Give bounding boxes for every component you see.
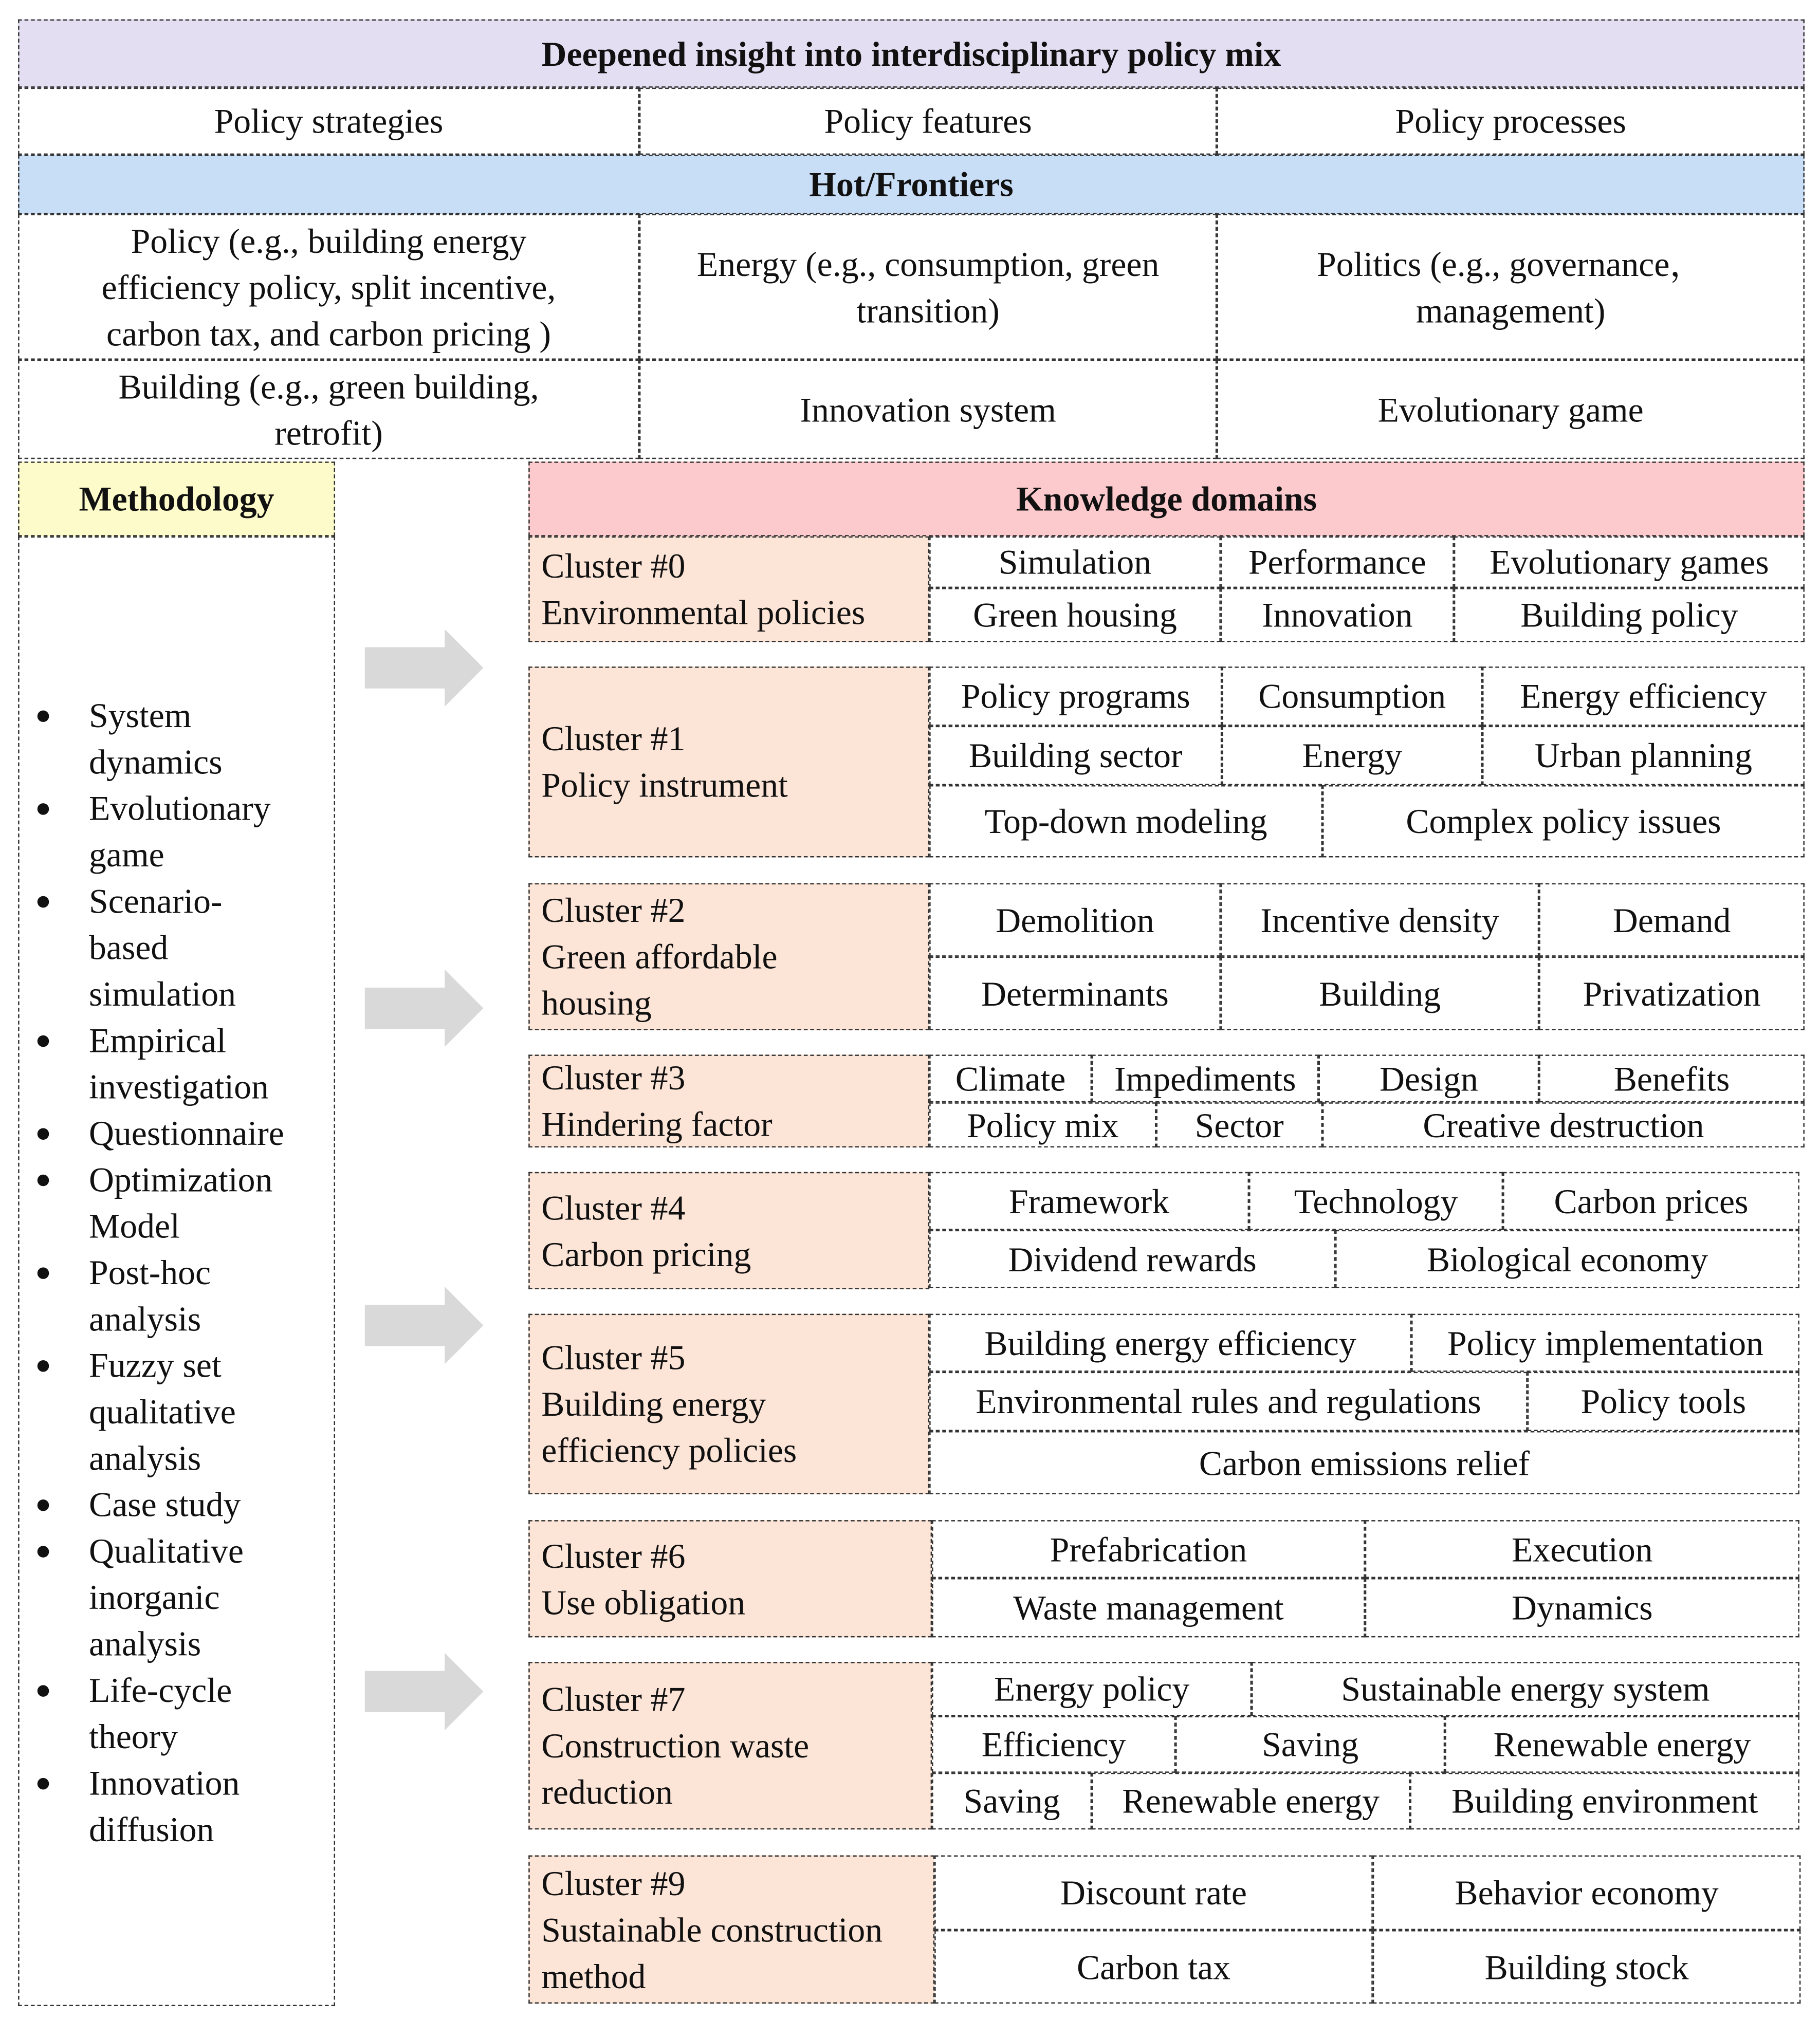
- bullet-icon: [38, 1175, 49, 1187]
- keyword-cell: Behavior economy: [1373, 1855, 1801, 1930]
- keyword-cell: Building sector: [929, 726, 1222, 785]
- keyword-cell: Top-down modeling: [929, 785, 1322, 858]
- bullet-icon: [38, 1035, 49, 1047]
- keyword-cell: Green housing: [929, 588, 1221, 642]
- keyword-cell: Creative destruction: [1322, 1102, 1805, 1147]
- bullet-icon: [38, 1546, 49, 1558]
- keyword-cell: Policy tools: [1528, 1372, 1799, 1431]
- keyword-cell: Innovation: [1221, 588, 1454, 642]
- keyword-cell: Policy programs: [929, 666, 1222, 726]
- cluster-6-label: Cluster #6 Use obligation: [528, 1520, 932, 1637]
- cluster-3-label: Cluster #3 Hindering factor: [528, 1054, 929, 1147]
- method-item: Empirical investigation: [20, 1017, 308, 1110]
- method-item: Life-cycle theory: [20, 1667, 270, 1760]
- keyword-cell: Renewable energy: [1445, 1716, 1799, 1772]
- method-item: Innovation diffusion: [20, 1760, 270, 1853]
- bullet-icon: [38, 1778, 49, 1790]
- keyword-cell: Impediments: [1092, 1054, 1318, 1102]
- keyword-cell: Carbon prices: [1503, 1172, 1799, 1230]
- keyword-cell: Saving: [1175, 1716, 1445, 1772]
- keyword-cell: Determinants: [929, 957, 1221, 1030]
- method-item: Case study: [20, 1481, 334, 1528]
- keyword-cell: Carbon emissions relief: [929, 1431, 1799, 1494]
- keyword-cell: Technology: [1249, 1172, 1503, 1230]
- keyword-cell: Sector: [1156, 1102, 1322, 1147]
- hot-frontiers-title: Hot/Frontiers: [18, 155, 1805, 214]
- keyword-cell: Policy mix: [929, 1102, 1156, 1147]
- keyword-cell: Simulation: [929, 536, 1221, 588]
- keyword-cell: Sustainable energy system: [1252, 1662, 1799, 1716]
- keyword-cell: Complex policy issues: [1322, 785, 1805, 858]
- keyword-cell: Framework: [929, 1172, 1249, 1230]
- keyword-cell: Waste management: [932, 1578, 1365, 1637]
- methodology-list: [18, 536, 335, 2006]
- keyword-cell: Demand: [1539, 883, 1805, 957]
- bullet-icon: [38, 710, 49, 722]
- keyword-cell: Execution: [1365, 1520, 1799, 1578]
- method-item: Qualitative inorganic analysis: [20, 1528, 270, 1667]
- cluster-4-label: Cluster #4 Carbon pricing: [528, 1172, 929, 1289]
- keyword-cell: Biological economy: [1335, 1230, 1799, 1288]
- keyword-cell: Building stock: [1373, 1930, 1801, 2004]
- method-item: Scenario-based simulation: [20, 878, 256, 1017]
- keyword-cell: Climate: [929, 1054, 1092, 1102]
- keyword-cell: Building environment: [1410, 1773, 1799, 1829]
- keyword-cell: Carbon tax: [934, 1930, 1373, 2004]
- keyword-cell: Evolutionary games: [1454, 536, 1805, 588]
- keyword-cell: Efficiency: [932, 1716, 1175, 1772]
- method-item: Optimization Model: [20, 1157, 308, 1250]
- keyword-cell: Performance: [1221, 536, 1454, 588]
- hot-policy-cell: Policy (e.g., building energy efficiency policy, split incentive, carbon tax, and carbon pricing ): [18, 214, 639, 360]
- bullet-icon: [38, 803, 49, 815]
- cluster-9-label: Cluster #9 Sustainable construction method: [528, 1855, 934, 2004]
- insight-title: Deepened insight into interdisciplinary policy mix: [18, 20, 1805, 88]
- right-arrow-icon: [365, 1287, 484, 1364]
- keyword-cell: Dynamics: [1365, 1578, 1799, 1637]
- keyword-cell: Building energy efficiency: [929, 1314, 1411, 1372]
- keyword-cell: Policy implementation: [1411, 1314, 1799, 1372]
- bullet-icon: [38, 1499, 49, 1511]
- keyword-cell: Building policy: [1454, 588, 1805, 642]
- right-arrow-icon: [365, 1653, 484, 1731]
- knowledge-domains-title: Knowledge domains: [528, 461, 1805, 536]
- right-arrow-icon: [365, 629, 484, 707]
- keyword-cell: Energy: [1222, 726, 1482, 785]
- hot-energy-cell: Energy (e.g., consumption, green transition): [639, 214, 1217, 360]
- hot-innovation-system-cell: Innovation system: [639, 360, 1217, 459]
- keyword-cell: Prefabrication: [932, 1520, 1365, 1578]
- hot-evolutionary-game-cell: Evolutionary game: [1217, 360, 1805, 459]
- bullet-icon: [38, 896, 49, 908]
- methodology-title: Methodology: [18, 461, 335, 536]
- bullet-icon: [38, 1267, 49, 1279]
- cluster-0-label: Cluster #0 Environmental policies: [528, 536, 929, 642]
- cluster-2-label: Cluster #2 Green affordable housing: [528, 883, 929, 1030]
- keyword-cell: Consumption: [1222, 666, 1482, 726]
- bullet-icon: [38, 1360, 49, 1372]
- policy-features-cell: Policy features: [639, 88, 1217, 155]
- keyword-cell: Design: [1318, 1054, 1539, 1102]
- keyword-cell: Environmental rules and regulations: [929, 1372, 1528, 1431]
- bullet-icon: [38, 1685, 49, 1697]
- right-arrow-icon: [365, 970, 484, 1047]
- policy-strategies-cell: Policy strategies: [18, 88, 639, 155]
- keyword-cell: Urban planning: [1482, 726, 1805, 785]
- policy-processes-cell: Policy processes: [1217, 88, 1805, 155]
- keyword-cell: Discount rate: [934, 1855, 1373, 1930]
- hot-building-cell: Building (e.g., green building, retrofit): [18, 360, 639, 459]
- keyword-cell: Energy policy: [932, 1662, 1252, 1716]
- method-item: Evolutionary game: [20, 785, 296, 878]
- cluster-5-label: Cluster #5 Building energy efficiency policies: [528, 1314, 929, 1494]
- cluster-7-label: Cluster #7 Construction waste reduction: [528, 1662, 932, 1829]
- keyword-cell: Energy efficiency: [1482, 666, 1805, 726]
- keyword-cell: Privatization: [1539, 957, 1805, 1030]
- cluster-1-label: Cluster #1 Policy instrument: [528, 666, 929, 857]
- bullet-icon: [38, 1128, 49, 1140]
- hot-politics-cell: Politics (e.g., governance，management): [1217, 214, 1805, 360]
- keyword-cell: Renewable energy: [1092, 1773, 1410, 1829]
- method-item: Fuzzy set qualitative analysis: [20, 1342, 270, 1481]
- keyword-cell: Building: [1221, 957, 1539, 1030]
- method-item: Post-hoc analysis: [20, 1249, 256, 1342]
- keyword-cell: Benefits: [1539, 1054, 1805, 1102]
- keyword-cell: Saving: [932, 1773, 1092, 1829]
- method-item: Questionnaire: [20, 1110, 334, 1156]
- keyword-cell: Demolition: [929, 883, 1221, 957]
- keyword-cell: Incentive density: [1221, 883, 1539, 957]
- keyword-cell: Dividend rewards: [929, 1230, 1335, 1288]
- method-item: System dynamics: [20, 692, 270, 785]
